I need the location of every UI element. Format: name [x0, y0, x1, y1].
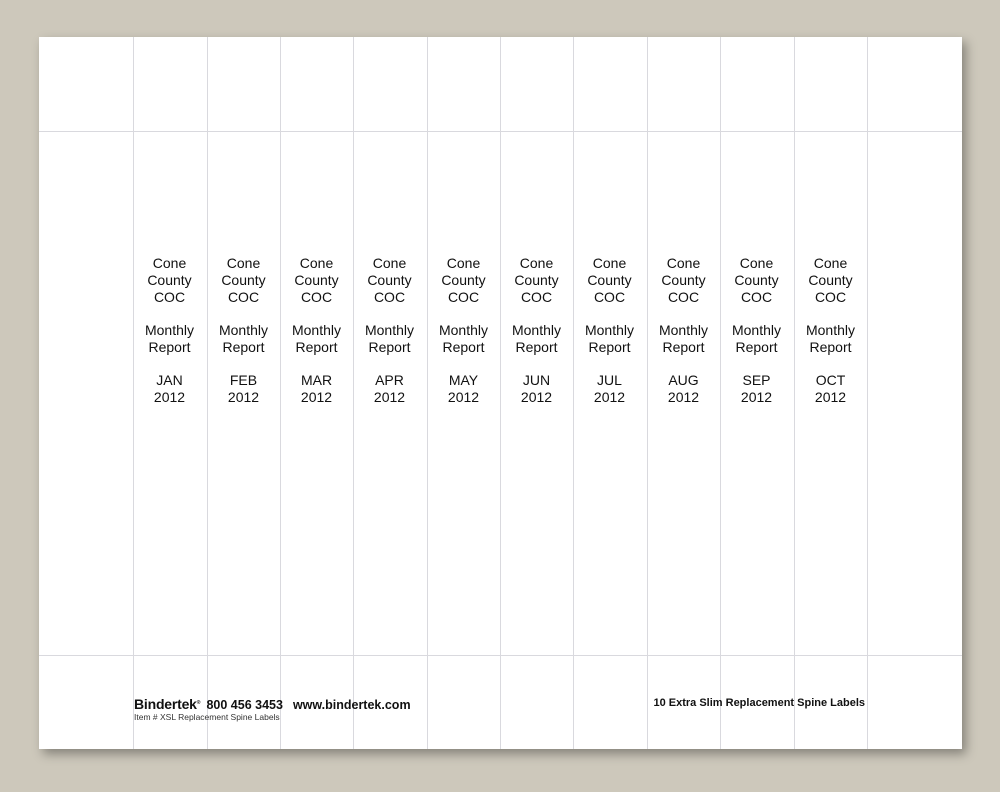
label-line: Report — [735, 338, 778, 355]
label-line: COC — [593, 288, 626, 305]
label-organization — [720, 255, 793, 305]
label-line: COC — [447, 288, 480, 305]
label-line: Monthly — [291, 321, 342, 338]
label-line: Cone — [372, 255, 407, 271]
label-line: Monthly — [364, 321, 415, 338]
label-line: Report — [222, 338, 265, 355]
label-line: Report — [588, 338, 631, 355]
label-line: APR — [375, 371, 404, 388]
item-number-line: Item # XSL Replacement Spine Labels — [134, 712, 280, 722]
brand-website[interactable]: www.bindertek.com — [292, 698, 411, 712]
label-organization — [207, 255, 280, 305]
label-line: 2012 — [447, 388, 480, 405]
label-line: JAN — [156, 371, 183, 388]
label-line: JUN — [522, 371, 551, 388]
label-organization — [647, 255, 720, 305]
label-line: County — [661, 271, 706, 288]
label-line: Report — [368, 338, 411, 355]
label-date — [133, 372, 206, 406]
label-line: Monthly — [218, 321, 269, 338]
label-line: Monthly — [805, 321, 856, 338]
label-line: County — [514, 271, 559, 288]
spine-label — [500, 255, 573, 422]
label-organization — [500, 255, 573, 305]
label-line: Cone — [226, 255, 261, 271]
label-line: AUG — [668, 371, 699, 388]
label-report-type — [573, 322, 646, 356]
label-line: County — [734, 271, 779, 288]
label-line: COC — [740, 288, 773, 305]
label-date — [353, 372, 426, 406]
label-date — [280, 372, 353, 406]
label-date — [573, 372, 646, 406]
label-line: Report — [809, 338, 852, 355]
label-line: Monthly — [731, 321, 782, 338]
label-line: County — [147, 271, 192, 288]
label-line: County — [294, 271, 339, 288]
label-line: 2012 — [593, 388, 626, 405]
label-report-type — [280, 322, 353, 356]
label-line: MAR — [300, 371, 333, 388]
label-line: 2012 — [373, 388, 406, 405]
label-line: 2012 — [740, 388, 773, 405]
label-line: COC — [814, 288, 847, 305]
label-sheet — [39, 37, 962, 749]
label-report-type — [353, 322, 426, 356]
label-line: Cone — [299, 255, 334, 271]
brand-phone: 800 456 3453 — [206, 698, 283, 712]
label-line: COC — [520, 288, 553, 305]
label-date — [794, 372, 867, 406]
label-date — [207, 372, 280, 406]
label-line: 2012 — [520, 388, 553, 405]
label-line: Cone — [813, 255, 848, 271]
brand-name: Bindertek — [134, 696, 197, 712]
label-line: COC — [667, 288, 700, 305]
label-report-type — [647, 322, 720, 356]
label-line: 2012 — [227, 388, 260, 405]
spine-label — [573, 255, 646, 422]
label-line: Monthly — [438, 321, 489, 338]
label-line: Cone — [446, 255, 481, 271]
label-line: Monthly — [144, 321, 195, 338]
label-line: Report — [515, 338, 558, 355]
label-line: Monthly — [584, 321, 635, 338]
label-line: County — [808, 271, 853, 288]
label-line: Cone — [739, 255, 774, 271]
label-date — [427, 372, 500, 406]
label-line: Report — [295, 338, 338, 355]
label-line: MAY — [448, 371, 479, 388]
label-line: OCT — [815, 371, 846, 388]
label-report-type — [133, 322, 206, 356]
spine-label — [207, 255, 280, 422]
label-date — [500, 372, 573, 406]
label-organization — [133, 255, 206, 305]
label-line: Monthly — [658, 321, 709, 338]
spine-labels — [39, 37, 962, 749]
label-report-type — [720, 322, 793, 356]
spine-label — [720, 255, 793, 422]
label-organization — [573, 255, 646, 305]
label-line: Cone — [666, 255, 701, 271]
label-line: COC — [227, 288, 260, 305]
label-line: Report — [662, 338, 705, 355]
label-line: Cone — [152, 255, 187, 271]
label-line: SEP — [742, 371, 771, 388]
label-organization — [427, 255, 500, 305]
spine-label — [133, 255, 206, 422]
label-line: 2012 — [814, 388, 847, 405]
label-line: 2012 — [153, 388, 186, 405]
label-line: Monthly — [511, 321, 562, 338]
product-title: 10 Extra Slim Replacement Spine Labels — [653, 697, 865, 709]
label-line: County — [367, 271, 412, 288]
label-line: 2012 — [300, 388, 333, 405]
label-line: COC — [153, 288, 186, 305]
label-date — [720, 372, 793, 406]
label-line: COC — [300, 288, 333, 305]
spine-label — [280, 255, 353, 422]
label-report-type — [794, 322, 867, 356]
label-line: COC — [373, 288, 406, 305]
label-organization — [353, 255, 426, 305]
label-line: Cone — [519, 255, 554, 271]
label-organization — [794, 255, 867, 305]
label-report-type — [427, 322, 500, 356]
spine-label — [647, 255, 720, 422]
label-line: Report — [148, 338, 191, 355]
spine-label — [353, 255, 426, 422]
label-line: Report — [442, 338, 485, 355]
label-report-type — [500, 322, 573, 356]
label-line: County — [441, 271, 486, 288]
label-line: FEB — [229, 371, 258, 388]
label-line: County — [221, 271, 266, 288]
label-line: JUL — [597, 371, 622, 388]
brand-line — [134, 696, 411, 712]
spine-label — [794, 255, 867, 422]
label-line: Cone — [592, 255, 627, 271]
registered-mark: ® — [196, 699, 201, 706]
label-line: 2012 — [667, 388, 700, 405]
label-line: County — [587, 271, 632, 288]
label-date — [647, 372, 720, 406]
label-organization — [280, 255, 353, 305]
spine-label — [427, 255, 500, 422]
label-report-type — [207, 322, 280, 356]
